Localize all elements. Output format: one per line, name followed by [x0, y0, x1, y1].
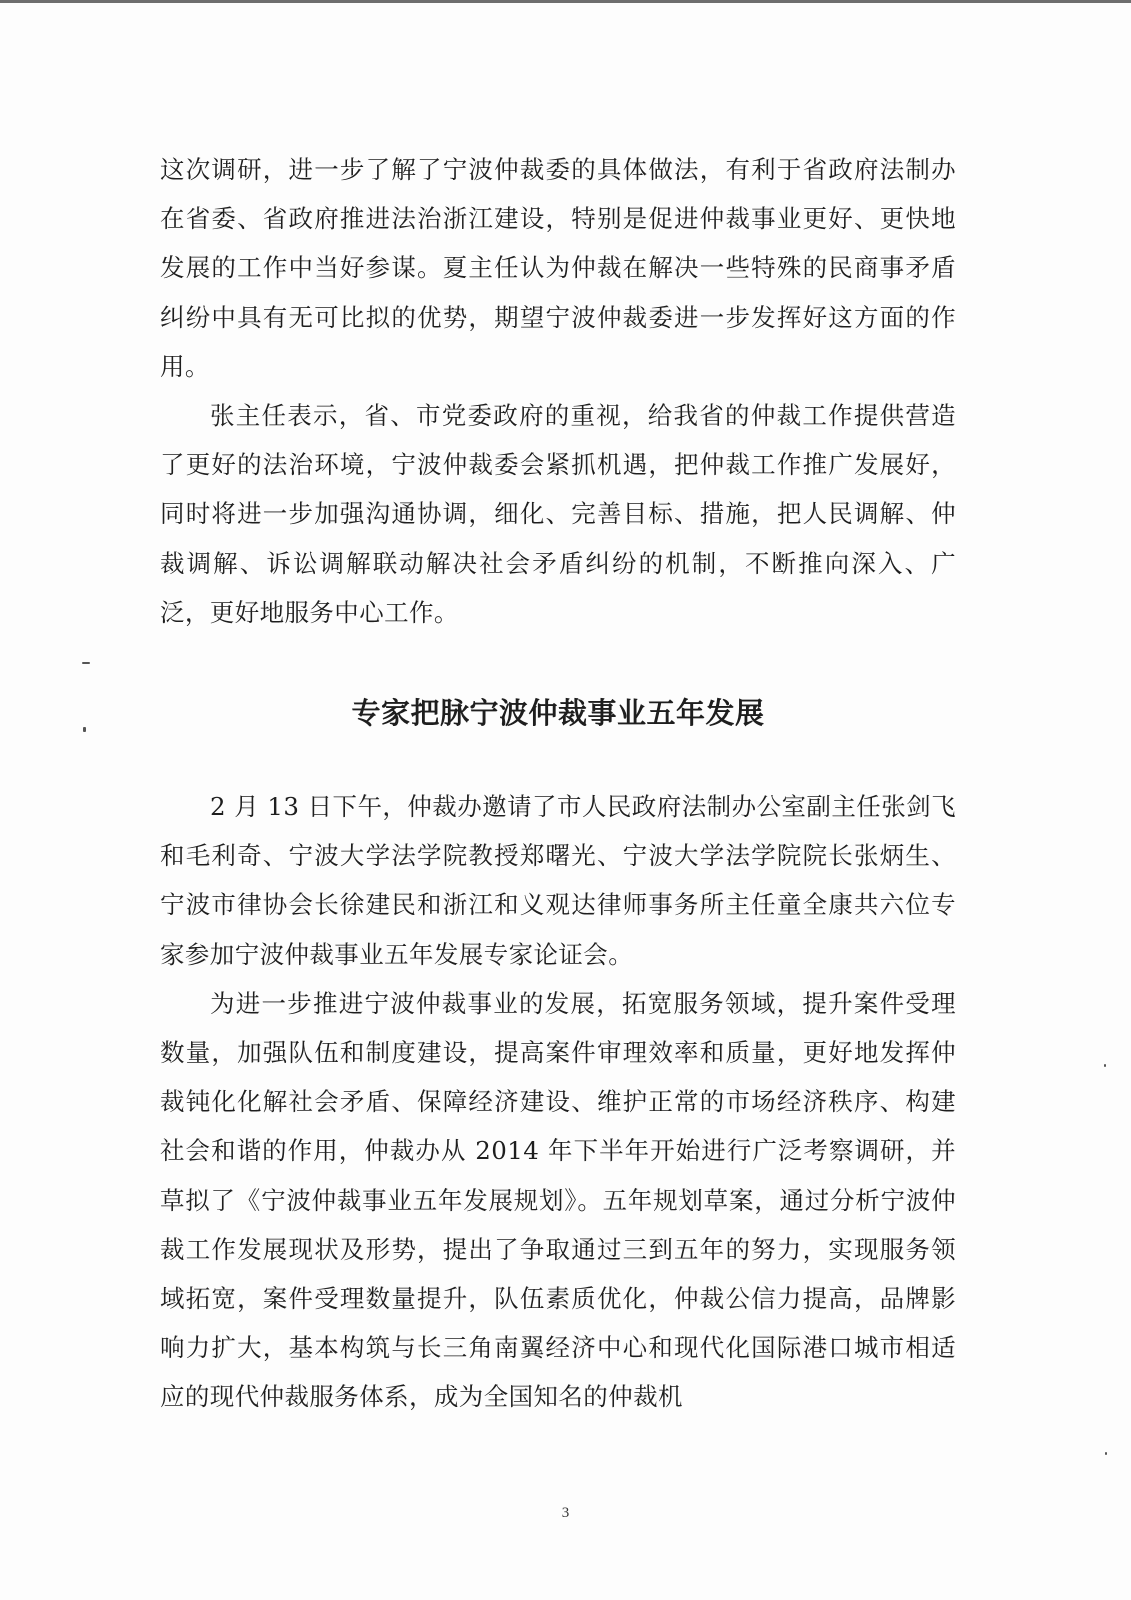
section-paragraph-meeting: 2 月 13 日下午，仲裁办邀请了市人民政府法制办公室副主任张剑飞和毛利奇、宁波大学法学院教授郑曙光、宁波大学法学院院长张炳生、宁波市律协会长徐建民和浙江和义观达律师事务所主任童全康共六位专家参加宁波仲裁事业五年发展专家论证会。	[160, 792, 956, 969]
intro-paragraph-continued: 这次调研，进一步了解了宁波仲裁委的具体做法，有利于省政府法制办在省委、省政府推进法治浙江建设，特别是促进仲裁事业更好、更快地发展的工作中当好参谋。夏主任认为仲裁在解决一些特殊的民商事矛盾纠纷中具有无可比拟的优势，期望宁波仲裁委进一步发挥好这方面的作用。	[160, 155, 956, 381]
scan-top-edge	[0, 0, 1131, 3]
scan-speck	[83, 727, 86, 732]
scan-speck	[1104, 1064, 1106, 1067]
section-paragraph-plan: 为进一步推进宁波仲裁事业的发展，拓宽服务领域，提升案件受理数量，加强队伍和制度建设，提高案件审理效率和质量，更好地发挥仲裁钝化化解社会矛盾、保障经济建设、维护正常的市场经济秩序、构建社会和谐的作用，仲裁办从 2014 年下半年开始进行广泛考察调研，并草拟了《宁波仲裁事业五年发展规划》。五年规划草案，通过分析宁波仲裁工作发展现状及形势，提出了争取通过三到五年的努力，实现服务领域拓宽，案件受理数量提升，队伍素质优化，仲裁公信力提高，品牌影响力扩大，基本构筑与长三角南翼经济中心和现代化国际港口城市相适应的现代仲裁服务体系，成为全国知名的仲裁机	[160, 988, 956, 1412]
scan-speck	[1105, 1452, 1107, 1455]
intro-paragraph-director-zhang: 张主任表示，省、市党委政府的重视，给我省的仲裁工作提供营造了更好的法治环境，宁波仲裁委会紧抓机遇，把仲裁工作推广发展好，同时将进一步加强沟通协调，细化、完善目标、措施，把人民调解、仲裁调解、诉讼调解联动解决社会矛盾纠纷的机制，不断推向深入、广泛，更好地服务中心工作。	[160, 401, 956, 627]
section-title: 专家把脉宁波仲裁事业五年发展	[351, 696, 765, 730]
scan-speck	[82, 662, 90, 664]
page-number: 3	[561, 1505, 570, 1521]
intro-text-block	[160, 145, 956, 637]
section-text-block	[160, 782, 956, 1422]
